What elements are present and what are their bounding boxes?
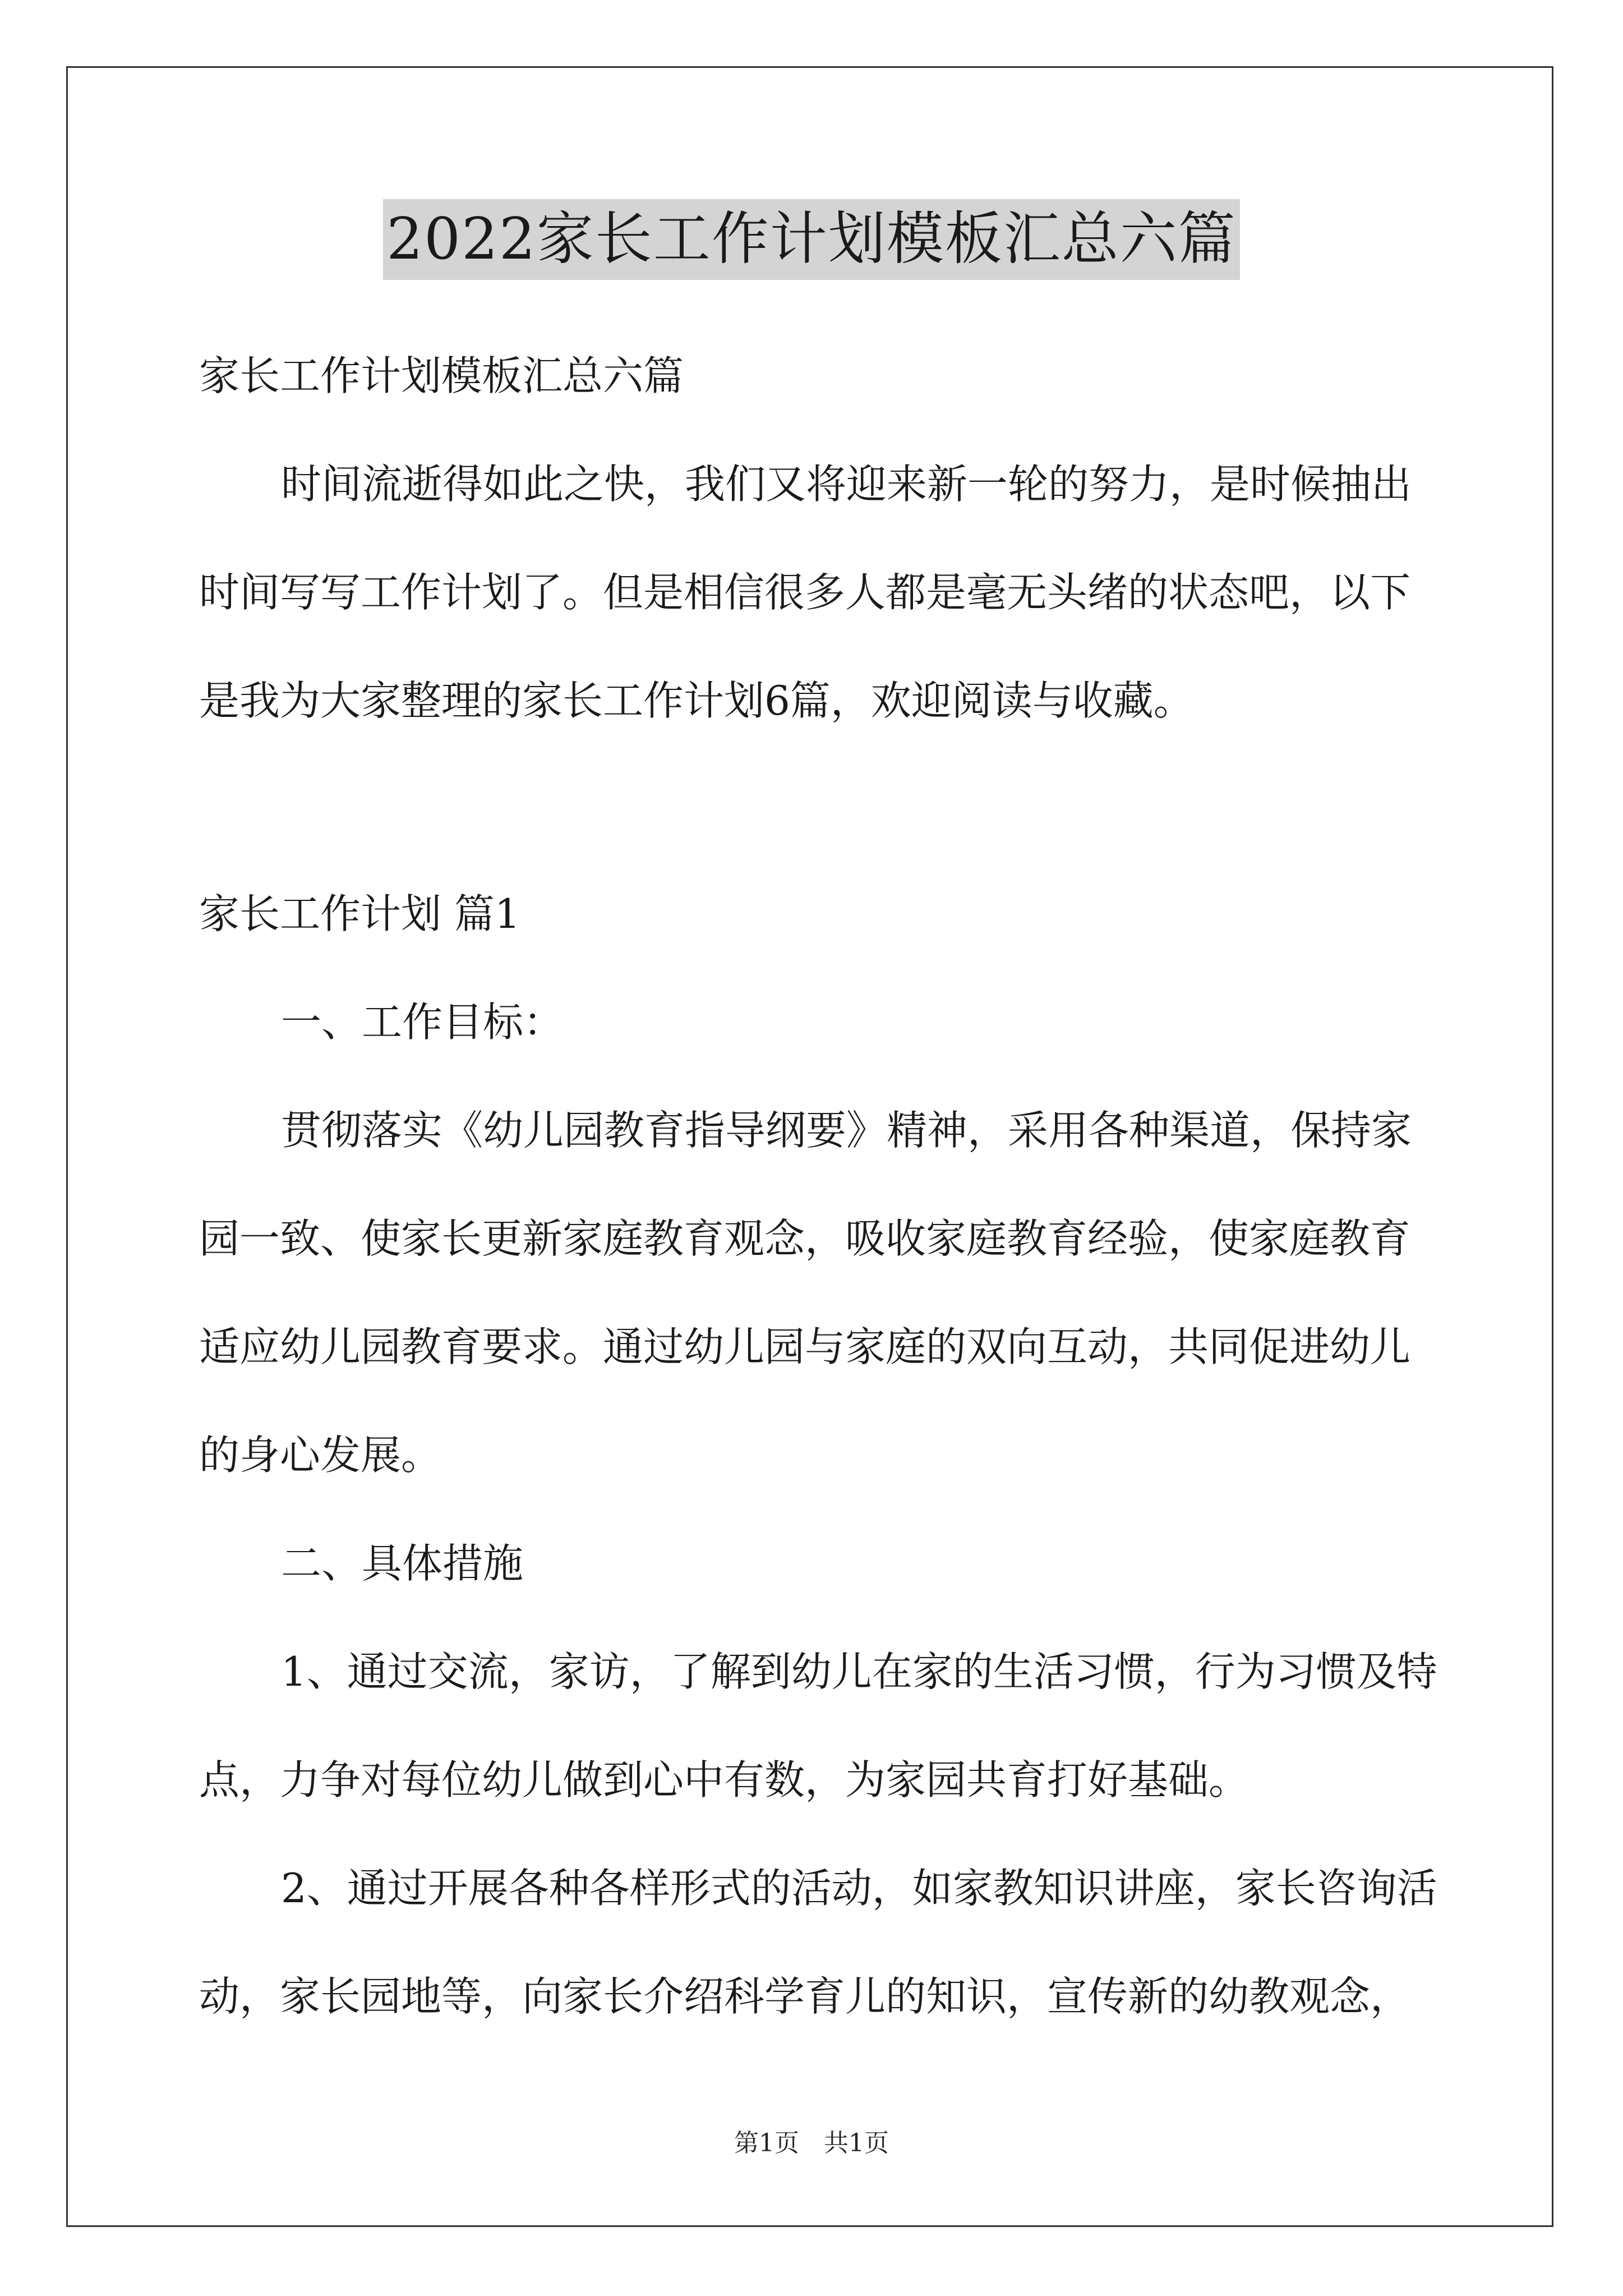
paragraph-line: 园一致、使家长更新家庭教育观念，吸收家庭教育经验，使家庭教育 [199, 1215, 1411, 1262]
paragraph-line: 是我为大家整理的家长工作计划6篇，欢迎阅读与收藏。 [199, 677, 1194, 724]
paragraph-line: 时间流逝得如此之快，我们又将迎来新一轮的努力，是时候抽出 [281, 461, 1412, 508]
paragraph-line: 贯彻落实《幼儿园教育指导纲要》精神，采用各种渠道，保持家 [281, 1107, 1412, 1154]
document-title: 2022家长工作计划模板汇总六篇 [383, 199, 1240, 280]
paragraph-line: 点，力争对每位幼儿做到心中有数，为家园共育打好基础。 [199, 1756, 1249, 1803]
paragraph-line: 的身心发展。 [199, 1432, 442, 1479]
subtitle-line: 家长工作计划模板汇总六篇 [199, 352, 684, 399]
section-heading: 家长工作计划 篇1 [199, 890, 520, 937]
title-container [0, 199, 1623, 280]
paragraph-line: 2、通过开展各种各样形式的活动，如家教知识讲座，家长咨询活 [281, 1865, 1437, 1912]
paragraph-line: 时间写写工作计划了。但是相信很多人都是毫无头绪的状态吧，以下 [199, 569, 1411, 616]
page-footer: 第1页 共1页 [734, 2129, 889, 2157]
subsection-heading: 一、工作目标： [281, 999, 564, 1046]
paragraph-line: 1、通过交流，家访，了解到幼儿在家的生活习惯，行为习惯及特 [281, 1648, 1437, 1695]
paragraph-line: 适应幼儿园教育要求。通过幼儿园与家庭的双向互动，共同促进幼儿 [199, 1323, 1411, 1370]
paragraph-line: 动，家长园地等，向家长介绍科学育儿的知识，宣传新的幼教观念， [199, 1973, 1411, 2020]
subsection-heading: 二、具体措施 [281, 1540, 524, 1587]
